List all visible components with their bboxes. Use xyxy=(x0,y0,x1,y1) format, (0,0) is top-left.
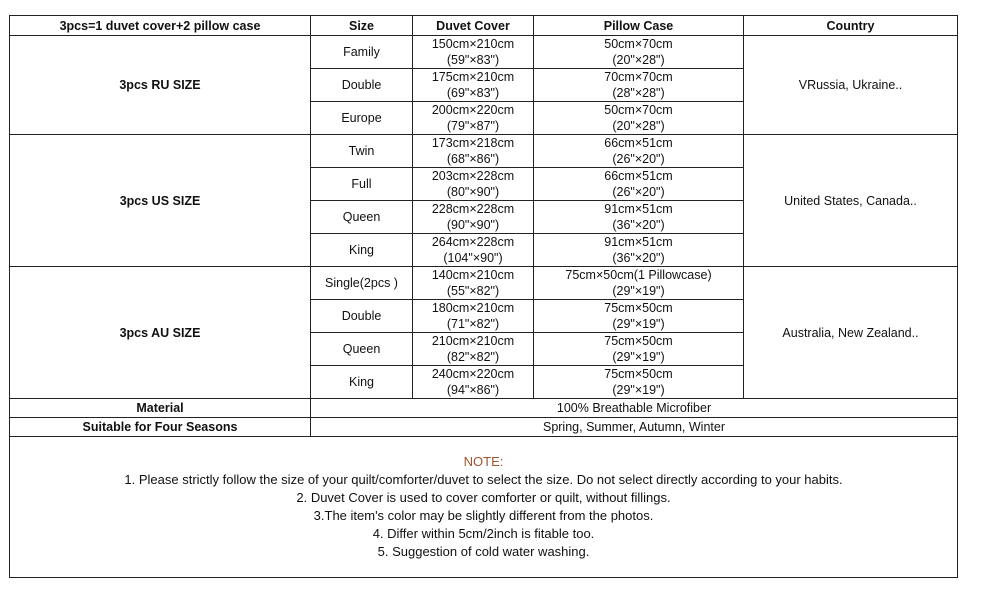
pillow-inch: (20"×28") xyxy=(612,53,665,67)
duvet-cm: 203cm×228cm xyxy=(431,169,515,183)
note-title: NOTE: xyxy=(463,454,504,469)
duvet-inch: (94"×86") xyxy=(446,383,500,397)
pillow-cell xyxy=(534,102,744,135)
pillow-cm: 91cm×51cm xyxy=(604,235,673,249)
duvet-inch: (80"×90") xyxy=(446,185,500,199)
pillow-cell xyxy=(534,69,744,102)
size-cell: Full xyxy=(311,168,413,201)
duvet-cell xyxy=(413,69,534,102)
pillow-inch: (36"×20") xyxy=(612,218,665,232)
size-cell: Double xyxy=(311,69,413,102)
pillow-cell xyxy=(534,300,744,333)
region-label: 3pcs RU SIZE xyxy=(10,36,311,135)
duvet-cm: 264cm×228cm xyxy=(431,235,515,249)
size-chart xyxy=(9,15,957,576)
seasons-row xyxy=(10,418,958,437)
material-label: Material xyxy=(10,399,311,418)
set-header: 3pcs=1 duvet cover+2 pillow case xyxy=(10,16,311,36)
country-cell: VRussia, Ukraine.. xyxy=(744,36,958,135)
size-cell: Double xyxy=(311,300,413,333)
pillow-cm: 91cm×51cm xyxy=(604,202,673,216)
region-label: 3pcs AU SIZE xyxy=(10,267,311,399)
country-header: Country xyxy=(744,16,958,36)
table-row xyxy=(10,36,958,69)
note-line: 1. Please strictly follow the size of your quilt/comforter/duvet to select the size. Do not select directly according to your habits. xyxy=(124,472,843,487)
note-line: 5. Suggestion of cold water washing. xyxy=(377,544,590,559)
pillow-cm: 66cm×51cm xyxy=(604,169,673,183)
duvet-inch: (55"×82") xyxy=(446,284,500,298)
pillow-cm: 70cm×70cm xyxy=(604,70,673,84)
seasons-value: Spring, Summer, Autumn, Winter xyxy=(311,418,958,437)
duvet-cell xyxy=(413,267,534,300)
pillow-inch: (28"×28") xyxy=(612,86,665,100)
size-cell: Europe xyxy=(311,102,413,135)
duvet-inch: (82"×82") xyxy=(446,350,500,364)
pillow-cell xyxy=(534,366,744,399)
pillow-header: Pillow Case xyxy=(534,16,744,36)
pillow-cm: 50cm×70cm xyxy=(604,103,673,117)
pillow-cm: 75cm×50cm xyxy=(604,301,673,315)
country-cell: United States, Canada.. xyxy=(744,135,958,267)
size-cell: Queen xyxy=(311,333,413,366)
duvet-inch: (59"×83") xyxy=(446,53,500,67)
header-row xyxy=(10,16,958,36)
seasons-label: Suitable for Four Seasons xyxy=(10,418,311,437)
duvet-cm: 140cm×210cm xyxy=(431,268,515,282)
material-value: 100% Breathable Microfiber xyxy=(311,399,958,418)
pillow-cell xyxy=(534,267,744,300)
size-cell: Queen xyxy=(311,201,413,234)
size-cell: King xyxy=(311,366,413,399)
pillow-cm: 66cm×51cm xyxy=(604,136,673,150)
pillow-cell xyxy=(534,201,744,234)
duvet-cm: 228cm×228cm xyxy=(431,202,515,216)
pillow-cm: 75cm×50cm xyxy=(604,334,673,348)
duvet-cm: 200cm×220cm xyxy=(431,103,515,117)
note-line: 4. Differ within 5cm/2inch is fitable too. xyxy=(372,526,595,541)
pillow-inch: (29"×19") xyxy=(612,317,665,331)
duvet-inch: (79"×87") xyxy=(446,119,500,133)
duvet-cm: 175cm×210cm xyxy=(431,70,515,84)
note-line: 2. Duvet Cover is used to cover comforter or quilt, without fillings. xyxy=(296,490,671,505)
duvet-cell xyxy=(413,36,534,69)
duvet-header: Duvet Cover xyxy=(413,16,534,36)
duvet-cm: 173cm×218cm xyxy=(431,136,515,150)
pillow-inch: (20"×28") xyxy=(612,119,665,133)
duvet-cell xyxy=(413,234,534,267)
pillow-inch: (29"×19") xyxy=(612,284,665,298)
duvet-cell xyxy=(413,300,534,333)
pillow-inch: (26"×20") xyxy=(612,185,665,199)
pillow-cell xyxy=(534,234,744,267)
pillow-cell xyxy=(534,333,744,366)
pillow-inch: (29"×19") xyxy=(612,383,665,397)
duvet-inch: (90"×90") xyxy=(446,218,500,232)
pillow-cm: 50cm×70cm xyxy=(604,37,673,51)
duvet-cell xyxy=(413,102,534,135)
size-table xyxy=(9,15,958,578)
duvet-cm: 180cm×210cm xyxy=(431,301,515,315)
duvet-cell xyxy=(413,366,534,399)
size-header: Size xyxy=(311,16,413,36)
duvet-cell xyxy=(413,333,534,366)
duvet-inch: (104"×90") xyxy=(443,251,503,265)
duvet-cell xyxy=(413,201,534,234)
duvet-inch: (71"×82") xyxy=(446,317,500,331)
country-cell: Australia, New Zealand.. xyxy=(744,267,958,399)
size-cell: Family xyxy=(311,36,413,69)
duvet-cm: 210cm×210cm xyxy=(431,334,515,348)
pillow-inch: (26"×20") xyxy=(612,152,665,166)
pillow-cm: 75cm×50cm xyxy=(604,367,673,381)
duvet-cm: 240cm×220cm xyxy=(431,367,515,381)
duvet-inch: (68"×86") xyxy=(446,152,500,166)
pillow-cm: 75cm×50cm(1 Pillowcase) xyxy=(565,268,712,282)
notes-cell xyxy=(10,437,958,578)
region-label: 3pcs US SIZE xyxy=(10,135,311,267)
material-row xyxy=(10,399,958,418)
pillow-cell xyxy=(534,168,744,201)
notes-row xyxy=(10,437,958,578)
table-row xyxy=(10,135,958,168)
pillow-cell xyxy=(534,135,744,168)
duvet-inch: (69"×83") xyxy=(446,86,500,100)
duvet-cell xyxy=(413,168,534,201)
size-cell: King xyxy=(311,234,413,267)
size-cell: Single(2pcs ) xyxy=(311,267,413,300)
pillow-inch: (36"×20") xyxy=(612,251,665,265)
pillow-cell xyxy=(534,36,744,69)
duvet-cm: 150cm×210cm xyxy=(431,37,515,51)
table-row xyxy=(10,267,958,300)
size-cell: Twin xyxy=(311,135,413,168)
duvet-cell xyxy=(413,135,534,168)
pillow-inch: (29"×19") xyxy=(612,350,665,364)
note-line: 3.The item's color may be slightly different from the photos. xyxy=(313,508,654,523)
